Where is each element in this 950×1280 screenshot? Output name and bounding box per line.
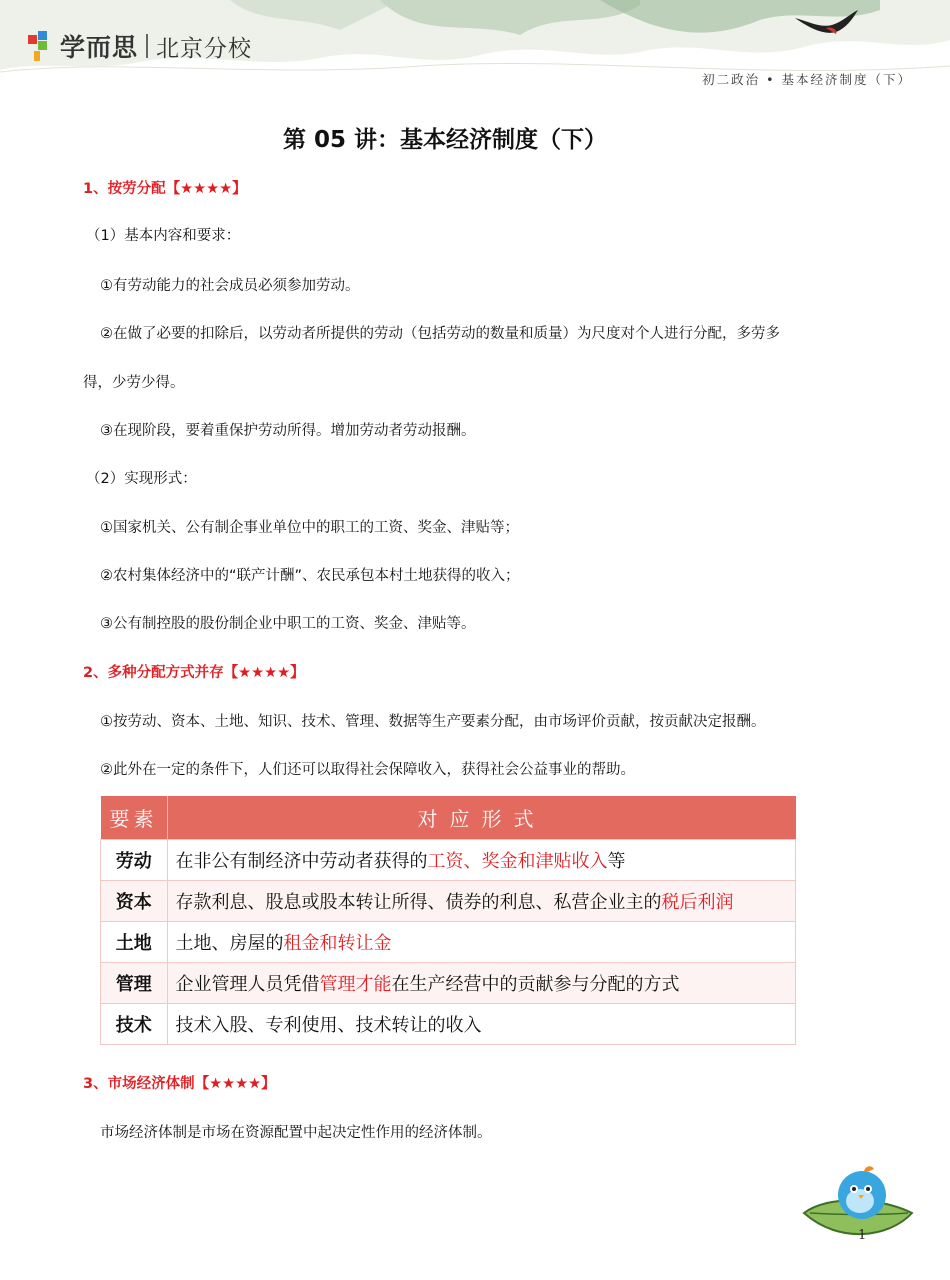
subheading: （1）基本内容和要求：: [86, 228, 241, 244]
subheading: （2）实现形式：: [86, 471, 197, 487]
page-title: 第 05 讲：基本经济制度（下）: [282, 127, 608, 153]
table-header-cell: 要素: [101, 796, 168, 840]
list-item: ③在现阶段，要着重保护劳动所得。增加劳动者劳动报酬。: [100, 423, 476, 439]
cell-text: 在生产经营中的贡献参与分配的方式: [391, 974, 680, 995]
table-key-cell: 技术: [101, 1004, 168, 1045]
table-header-row: [101, 796, 796, 840]
table-key-cell: 资本: [101, 881, 168, 922]
list-item: ③公有制控股的股份制企业中职工的工资、奖金、津贴等。: [100, 616, 476, 632]
list-item: ①有劳动能力的社会成员必须参加劳动。: [100, 278, 360, 294]
brand-logo: [28, 28, 252, 64]
list-item: ②在做了必要的扣除后，以劳动者所提供的劳动（包括劳动的数量和质量）为尺度对个人进行分配，多劳多: [100, 326, 780, 342]
table-row: [101, 1004, 796, 1045]
list-item: ①按劳动、资本、土地、知识、技术、管理、数据等生产要素分配，由市场评价贡献，按贡献决定报酬。: [100, 714, 766, 730]
table-value-cell: [167, 881, 796, 922]
cell-highlight: 租金和转让金: [283, 933, 392, 954]
cell-text: 在非公有制经济中劳动者获得的: [175, 851, 428, 872]
list-item: ②此外在一定的条件下，人们还可以取得社会保障收入，获得社会公益事业的帮助。: [100, 762, 635, 778]
table-row: [101, 881, 796, 922]
paragraph: 市场经济体制是市场在资源配置中起决定性作用的经济体制。: [100, 1125, 492, 1141]
factor-distribution-table: [100, 796, 796, 1045]
cell-text: 技术入股、专利使用、技术转让的收入: [175, 1015, 482, 1036]
table-row: [101, 963, 796, 1004]
list-item-continuation: 得，少劳少得。: [83, 375, 185, 391]
table-key-cell: 管理: [101, 963, 168, 1004]
logo-divider: [146, 34, 148, 58]
logo-text: 学而思: [60, 33, 139, 62]
cell-text: 存款利息、股息或股本转让所得、债券的利息、私营企业主的: [175, 892, 662, 913]
table-row: [101, 840, 796, 881]
table-header-cell: 对应形式: [167, 796, 796, 840]
cell-text: 等: [607, 851, 626, 872]
cell-text: 土地、房屋的: [175, 933, 284, 954]
list-item: ①国家机关、公有制企事业单位中的职工的工资、奖金、津贴等；: [100, 520, 519, 536]
section-heading: 1、按劳分配【★★★★】: [83, 181, 247, 197]
table-value-cell: [167, 840, 796, 881]
section-heading: 3、市场经济体制【★★★★】: [83, 1076, 276, 1092]
table-value-cell: [167, 922, 796, 963]
table-value-cell: [167, 963, 796, 1004]
logo-mark-icon: [28, 31, 54, 61]
table-value-cell: [167, 1004, 796, 1045]
section-heading: 2、多种分配方式并存【★★★★】: [83, 665, 305, 681]
table-key-cell: 土地: [101, 922, 168, 963]
cell-text: 企业管理人员凭借: [175, 974, 320, 995]
cell-highlight: 管理才能: [319, 974, 392, 995]
table-row: [101, 922, 796, 963]
page-number: 1: [858, 1228, 867, 1243]
cell-highlight: 工资、奖金和津贴收入: [427, 851, 608, 872]
list-item: ②农村集体经济中的“联产计酬”、农民承包本村土地获得的收入；: [100, 568, 520, 584]
table-key-cell: 劳动: [101, 840, 168, 881]
subject-line: 初二政治 • 基本经济制度（下）: [702, 72, 912, 87]
logo-branch: 北京分校: [156, 35, 253, 62]
cell-highlight: 税后利润: [661, 892, 734, 913]
